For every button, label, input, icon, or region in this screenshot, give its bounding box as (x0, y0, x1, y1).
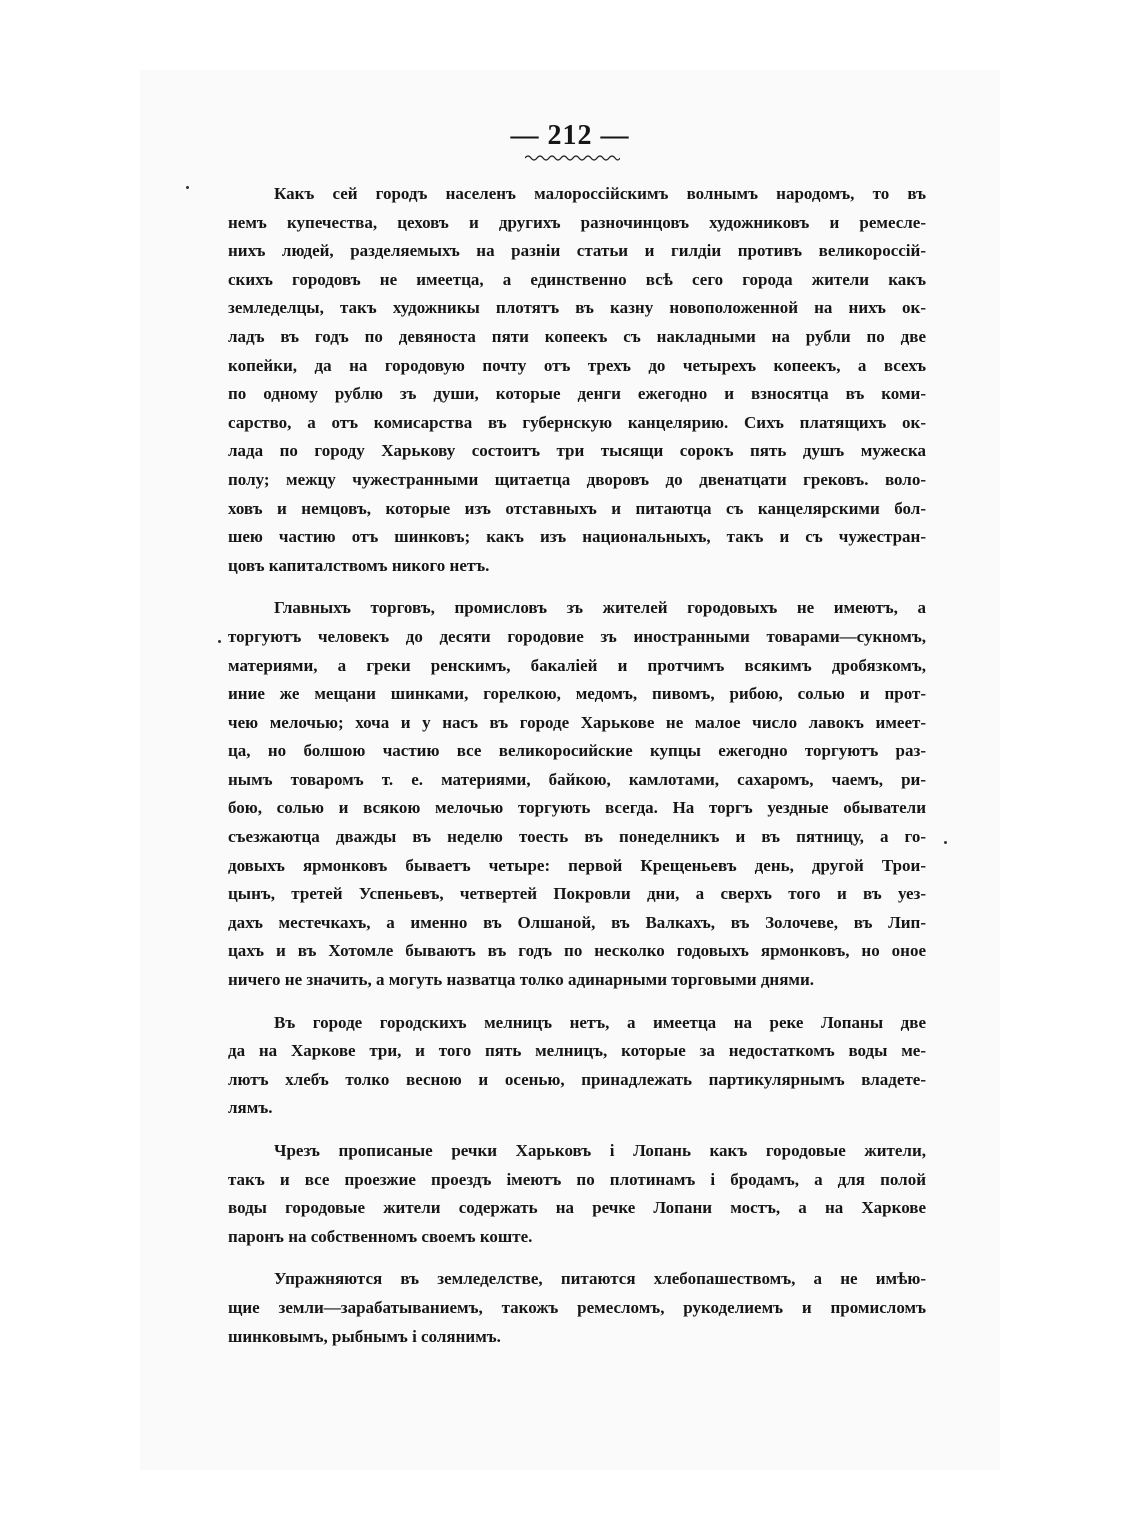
text-line: цовъ капиталствомъ никого нетъ. (228, 555, 490, 575)
page-number: — 212 — (510, 120, 630, 151)
text-line: Упражняются въ земледелстве, питаются хлебопашествомъ, а не имѣю- (274, 1269, 926, 1289)
text-line: Въ городе городскихъ мелницъ нетъ, а имеетца на реке Лопаны две (274, 1012, 926, 1032)
text-line: такъ и все проезжие проездъ імеютъ по плотинамъ і бродамъ, а для полой (228, 1169, 926, 1189)
paragraph (228, 1265, 926, 1351)
scan-speck (218, 640, 221, 643)
text-line: довыхъ ярмонковъ бываетъ четыре: первой Крещеньевъ день, другой Трои- (228, 855, 926, 875)
paragraph (228, 594, 926, 994)
text-line: Какъ сей городъ населенъ малороссійскимъ волнымъ народомъ, то въ (274, 184, 926, 203)
text-line: шинковымъ, рыбнымъ і солянимъ. (228, 1326, 501, 1346)
text-line: лютъ хлебъ толко весною и осенью, принадлежать партикулярнымъ владете- (228, 1069, 926, 1089)
text-line: воды городовые жители содержать на речке Лопани мостъ, а на Харкове (228, 1198, 926, 1218)
text-line: немъ купечества, цеховъ и другихъ разночинцовъ художниковъ и ремесле- (228, 212, 926, 232)
scan-speck (186, 186, 189, 189)
text-line: ничего не значить, а могуть назватца толко адинарными торговыми днями. (228, 970, 815, 990)
text-line: земледелцы, такъ художникы плотятъ въ казну новоположенной на нихъ ок- (228, 298, 926, 318)
paragraph (228, 180, 926, 580)
text-line: иние же мещани шинками, горелкою, медомъ, пивомъ, рибою, солью и прот- (228, 684, 926, 704)
text-line: щие земли—зарабатываниемъ, такожъ ремесломъ, рукоделиемъ и промисломъ (228, 1297, 926, 1317)
text-line: скихъ городовъ не имеетца, а единственно всѣ сего города жители какъ (228, 269, 926, 289)
text-line: лада по городу Харькову состоитъ три тысящи сорокъ пять душъ мужеска (228, 441, 926, 461)
text-line: торгуютъ человекъ до десяти городовие зъ иностранными товарами—сукномъ, (228, 626, 926, 646)
page-number-underline (525, 154, 620, 162)
text-line: по одному рублю зъ души, которые денги ежегодно и взносятца въ коми- (228, 384, 926, 404)
text-line: паронъ на собственномъ своемъ коште. (228, 1226, 533, 1246)
text-line: дахъ местечкахъ, а именно въ Олшаной, въ Валкахъ, въ Золочеве, въ Лип- (228, 912, 926, 932)
text-line: бою, солью и всякою мелочью торгують всегда. На торгъ уездные обыватели (228, 798, 926, 818)
text-line: копейки, да на городовую почту отъ трехъ до четырехъ копеекъ, а всехъ (228, 355, 926, 375)
text-line: цынъ, третей Успеньевъ, четвертей Покровли дни, а сверхъ того и въ уез- (228, 884, 926, 904)
scan-speck (944, 841, 947, 844)
text-line: ховъ и немцовъ, которые изъ отставныхъ и питаютца съ канцелярскими бол- (228, 498, 926, 518)
text-line: нихъ людей, разделяемыхъ на разніи статьи и гилдіи противъ великороссій- (228, 241, 926, 261)
paragraph (228, 1137, 926, 1251)
text-line: чею мелочью; хоча и у насъ въ городе Харькове не малое число лавокъ имеет- (228, 712, 926, 732)
body-text (228, 180, 926, 1365)
text-line: шею частию отъ шинковъ; какъ изъ национальныхъ, такъ и съ чужестран- (228, 527, 926, 547)
text-line: Главныхъ торговъ, промисловъ зъ жителей городовыхъ не имеютъ, а (274, 598, 926, 618)
text-line: материями, а греки ренскимъ, бакаліей и протчимъ всякимъ дробязкомъ, (228, 655, 926, 675)
text-line: ладъ въ годъ по девяноста пяти копеекъ съ накладными на рубли по две (228, 326, 926, 346)
text-line: цахъ и въ Хотомле бываютъ въ годъ по несколко годовыхъ ярмонковъ, но оное (228, 941, 926, 961)
text-line: ца, но болшою частию все великоросийские купцы ежегодно торгуютъ раз- (228, 741, 926, 761)
text-line: съезжаютца дважды въ неделю тоесть въ понеделникъ и въ пятницу, а го- (228, 827, 926, 847)
text-line: нымъ товаромъ т. е. материями, байкою, камлотами, сахаромъ, чаемъ, ри- (228, 769, 926, 789)
text-line: Чрезъ прописаные речки Харьковъ і Лопань какъ городовые жители, (274, 1141, 926, 1160)
text-line: сарство, а отъ комисарства въ губернскую канцелярию. Сихъ платящихъ ок- (228, 412, 926, 432)
text-line: полу; межцу чужестранными щитаетца дворовъ до двенатцати грековъ. воло- (228, 469, 926, 489)
paragraph (228, 1009, 926, 1123)
text-line: да на Харкове три, и того пять мелницъ, которые за недостаткомъ воды ме- (228, 1041, 926, 1061)
text-line: лямъ. (228, 1098, 273, 1118)
